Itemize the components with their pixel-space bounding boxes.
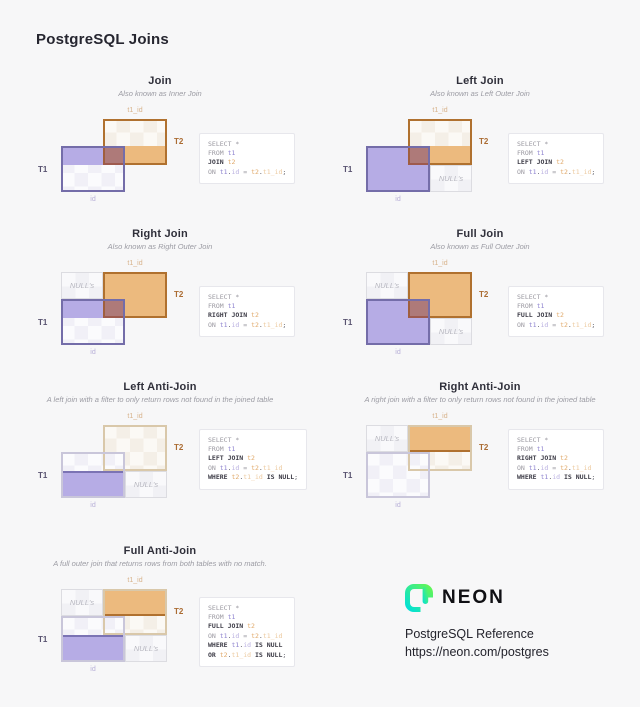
footer-reference: PostgreSQL Reference <box>405 627 534 641</box>
t1-id-column-label: t1_id <box>127 413 143 420</box>
id-column-label: id <box>395 349 401 356</box>
footer-url[interactable]: https://neon.com/postgres <box>405 645 549 659</box>
t2-table-label: T2 <box>479 443 489 452</box>
t2-table-label: T2 <box>174 443 184 452</box>
null-box <box>61 272 103 299</box>
null-box <box>61 589 103 616</box>
t1-id-column-label: t1_id <box>432 413 448 420</box>
nulls-label: NULL's <box>69 281 95 290</box>
sql-code-block: SELECT * FROM t1 LEFT JOIN t2 ON t1.id = t2.t1_id WHERE t2.t1_id IS NULL; <box>199 429 307 490</box>
join-diagram <box>37 576 191 678</box>
panel-title: Join <box>148 75 172 87</box>
t1-id-column-label: t1_id <box>127 577 143 584</box>
null-box <box>366 425 408 452</box>
t1-rect <box>61 299 125 345</box>
panel-subtitle: Also known as Inner Join <box>118 88 202 98</box>
panel-subtitle: A full outer join that returns rows from both tables with no match. <box>53 558 267 568</box>
sql-code-block: SELECT * FROM t1 FULL JOIN t2 ON t1.id = t2.t1_id WHERE t1.id IS NULL OR t2.t1_id IS NULL; <box>199 597 295 667</box>
sql-code-block: SELECT * FROM t1 LEFT JOIN t2 ON t1.id = t2.t1_id; <box>508 133 604 185</box>
join-diagram <box>342 412 496 514</box>
t1-rect <box>366 146 430 192</box>
nulls-label: NULL's <box>438 327 464 336</box>
panel-title: Right Join <box>132 228 188 240</box>
t2-table-label: T2 <box>479 290 489 299</box>
t2-table-label: T2 <box>174 607 184 616</box>
join-diagram <box>342 259 496 361</box>
join-panel-right-anti <box>320 368 640 524</box>
t1-table-label: T1 <box>343 165 353 174</box>
t1-id-column-label: t1_id <box>432 107 448 114</box>
nulls-label: NULL's <box>69 598 95 607</box>
null-box <box>125 635 167 662</box>
null-box <box>366 272 408 299</box>
null-box <box>125 471 167 498</box>
id-column-label: id <box>90 349 96 356</box>
panel-title: Left Join <box>456 75 504 87</box>
nulls-label: NULL's <box>438 174 464 183</box>
t1-table-label: T1 <box>38 471 48 480</box>
t2-table-label: T2 <box>174 290 184 299</box>
nulls-label: NULL's <box>374 434 400 443</box>
panel-subtitle: A left join with a filter to only return rows not found in the joined table <box>46 394 274 404</box>
join-panel-inner <box>0 62 320 218</box>
join-panel-full-anti <box>0 532 320 688</box>
join-panel-full <box>320 215 640 371</box>
null-box <box>430 165 472 192</box>
t1-rect <box>366 452 430 498</box>
sql-code-block: SELECT * FROM t1 JOIN t2 ON t1.id = t2.t1_id; <box>199 133 295 185</box>
panel-subtitle: A right join with a filter to only return rows not found in the joined table <box>364 394 596 404</box>
t1-table-label: T1 <box>38 635 48 644</box>
join-panel-left-anti <box>0 368 320 524</box>
panel-subtitle: Also known as Left Outer Join <box>430 88 530 98</box>
brand-name: NEON <box>442 587 505 608</box>
join-panel-right <box>0 215 320 371</box>
t1-rect <box>61 146 125 192</box>
panel-title: Right Anti-Join <box>439 381 521 393</box>
join-diagram <box>342 106 496 208</box>
null-box <box>430 318 472 345</box>
t2-table-label: T2 <box>479 137 489 146</box>
id-column-label: id <box>395 502 401 509</box>
sql-code-block: SELECT * FROM t1 FULL JOIN t2 ON t1.id = t2.t1_id; <box>508 286 604 338</box>
panel-title: Left Anti-Join <box>123 381 197 393</box>
t2-table-label: T2 <box>174 137 184 146</box>
id-column-label: id <box>90 666 96 673</box>
footer-branding <box>405 584 615 659</box>
t1-id-column-label: t1_id <box>127 107 143 114</box>
t1-rect <box>61 452 125 498</box>
t1-table-label: T1 <box>38 165 48 174</box>
id-column-label: id <box>395 196 401 203</box>
join-diagram <box>37 412 191 514</box>
t1-id-column-label: t1_id <box>127 260 143 267</box>
neon-logo-icon <box>405 584 433 612</box>
id-column-label: id <box>90 196 96 203</box>
nulls-label: NULL's <box>133 644 159 653</box>
panel-subtitle: Also known as Right Outer Join <box>107 241 213 251</box>
t1-rect <box>61 616 125 662</box>
panel-subtitle: Also known as Full Outer Join <box>430 241 530 251</box>
t1-rect <box>366 299 430 345</box>
panel-title: Full Join <box>456 228 504 240</box>
t1-table-label: T1 <box>343 471 353 480</box>
nulls-label: NULL's <box>374 281 400 290</box>
sql-code-block: SELECT * FROM t1 RIGHT JOIN t2 ON t1.id = t2.t1_id; <box>199 286 295 338</box>
sql-code-block: SELECT * FROM t1 RIGHT JOIN t2 ON t1.id = t2.t1_id WHERE t1.id IS NULL; <box>508 429 604 490</box>
t1-id-column-label: t1_id <box>432 260 448 267</box>
page-title: PostgreSQL Joins <box>36 31 169 49</box>
t1-table-label: T1 <box>343 318 353 327</box>
id-column-label: id <box>90 502 96 509</box>
brand-row <box>405 584 615 612</box>
panel-title: Full Anti-Join <box>123 545 197 557</box>
t1-table-label: T1 <box>38 318 48 327</box>
join-diagram <box>37 106 191 208</box>
nulls-label: NULL's <box>133 480 159 489</box>
join-diagram <box>37 259 191 361</box>
join-panel-left <box>320 62 640 218</box>
